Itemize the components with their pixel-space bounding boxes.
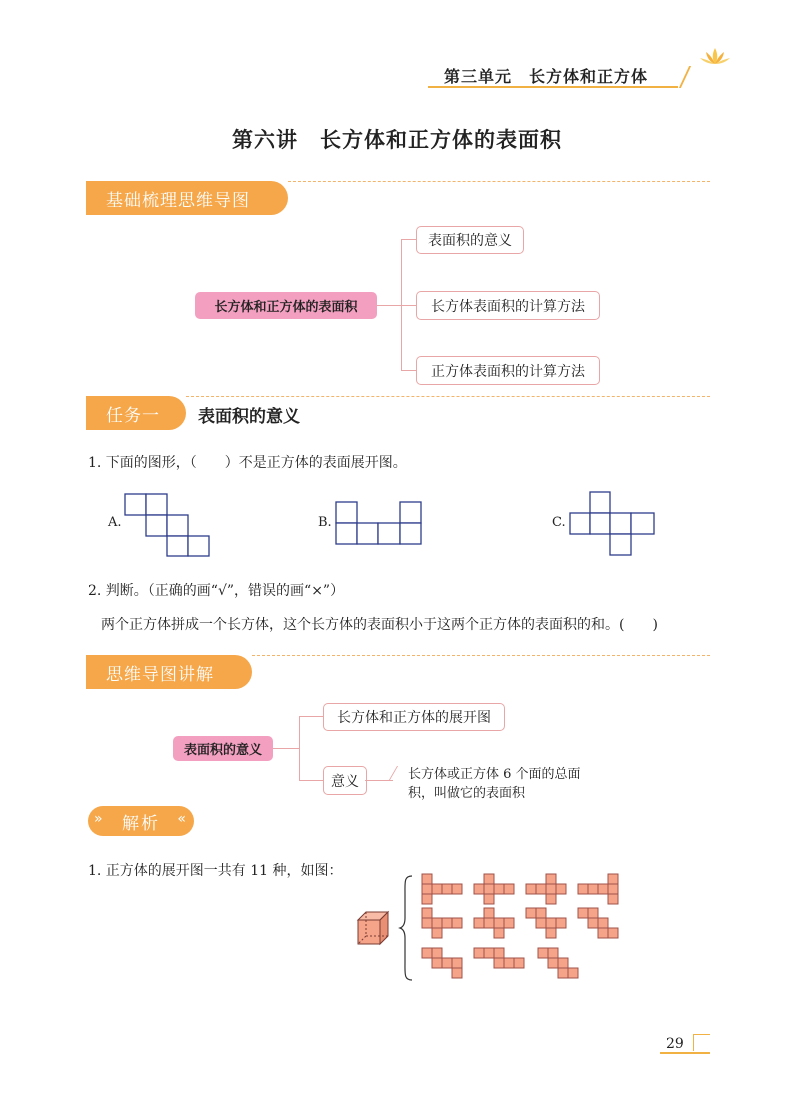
cube-nets-figure	[418, 870, 634, 990]
cube-net-7	[526, 908, 566, 938]
mindmap-branch-cuboid-method: 长方体表面积的计算方法	[416, 291, 600, 320]
option-c-label: C.	[552, 515, 566, 530]
net-square	[422, 884, 432, 894]
mindmap-branch-meaning: 表面积的意义	[416, 226, 524, 254]
chevron-right-icon: »	[94, 811, 105, 827]
question-1-text: 1. 下面的图形，（ ）不是正方体的表面展开图。	[88, 455, 407, 471]
option-a-label: A.	[108, 515, 122, 530]
net-square	[432, 958, 442, 968]
cube-net-6	[474, 908, 514, 938]
net-square	[558, 968, 568, 978]
question-2-statement: 两个正方体拼成一个长方体，这个长方体的表面积小于这两个正方体的表面积的和。( )	[101, 617, 658, 633]
net-square	[608, 928, 618, 938]
net-square	[546, 894, 556, 904]
net-square	[598, 884, 608, 894]
chevron-left-icon: «	[177, 811, 188, 827]
unit-title: 第三单元 长方体和正方体	[444, 67, 649, 86]
net-square	[504, 918, 514, 928]
net-square	[474, 918, 484, 928]
net-square	[598, 928, 608, 938]
divider-dashed	[252, 655, 710, 656]
net-square	[578, 908, 588, 918]
cube-net-10	[474, 948, 524, 968]
net-square	[442, 958, 452, 968]
net-square	[484, 884, 494, 894]
net-square	[546, 918, 556, 928]
divider-dashed	[186, 396, 710, 397]
net-square	[422, 894, 432, 904]
mindmap-center-node: 长方体和正方体的表面积	[195, 292, 377, 319]
net-square	[484, 894, 494, 904]
mindmap-connector	[401, 239, 416, 240]
net-square	[548, 948, 558, 958]
net-square	[546, 884, 556, 894]
net-square	[484, 918, 494, 928]
net-square	[504, 884, 514, 894]
mindmap-connector	[299, 716, 323, 717]
net-square	[452, 884, 462, 894]
net-square	[422, 918, 432, 928]
analysis-text: 1. 正方体的展开图一共有 11 种，如图：	[88, 863, 343, 879]
mindmap-connector	[365, 780, 393, 781]
net-square	[422, 908, 432, 918]
net-square	[546, 874, 556, 884]
net-square	[442, 918, 452, 928]
net-square	[608, 884, 618, 894]
mindmap-connector	[401, 370, 416, 371]
mindmap-connector	[389, 766, 398, 780]
net-square	[452, 958, 462, 968]
option-a-net-figure	[124, 493, 212, 557]
cube-icon	[354, 908, 394, 948]
net-square	[558, 958, 568, 968]
net-square	[556, 918, 566, 928]
header-divider	[667, 66, 691, 88]
page-corner-mark	[693, 1034, 710, 1051]
net-square	[536, 908, 546, 918]
net-square	[588, 918, 598, 928]
net-square	[526, 908, 536, 918]
net-square	[578, 884, 588, 894]
net-square	[504, 958, 514, 968]
net-square	[494, 928, 504, 938]
cube-net-3	[526, 874, 566, 904]
cube-net-1	[422, 874, 462, 904]
net-square	[442, 884, 452, 894]
net-square	[548, 958, 558, 968]
divider-dashed	[288, 181, 710, 182]
analysis-badge-label: 解析	[122, 813, 160, 834]
task-title: 表面积的意义	[198, 407, 300, 427]
net-square	[474, 948, 484, 958]
net-square	[538, 948, 548, 958]
lecture-title: 第六讲 长方体和正方体的表面积	[232, 128, 562, 152]
net-square	[484, 874, 494, 884]
net-square	[556, 884, 566, 894]
net-square	[608, 894, 618, 904]
net-square	[536, 918, 546, 928]
mindmap2-branch-meaning: 意义	[323, 766, 367, 795]
net-square	[598, 918, 608, 928]
definition-text-line1: 长方体或正方体 6 个面的总面	[408, 767, 581, 782]
net-square	[484, 948, 494, 958]
lotus-logo-icon	[698, 46, 732, 68]
mindmap-branch-cube-method: 正方体表面积的计算方法	[416, 356, 600, 385]
cube-net-5	[422, 908, 462, 938]
net-square	[452, 968, 462, 978]
net-square	[432, 928, 442, 938]
net-square	[494, 918, 504, 928]
net-square	[568, 968, 578, 978]
cube-net-4	[578, 874, 618, 904]
net-square	[452, 918, 462, 928]
net-square	[526, 884, 536, 894]
cube-net-9	[422, 948, 462, 978]
section-banner-basics: 基础梳理思维导图	[86, 181, 288, 215]
mindmap-connector	[377, 305, 401, 306]
cube-net-11	[538, 948, 578, 978]
net-square	[514, 958, 524, 968]
cube-net-2	[474, 874, 514, 904]
option-c-net-figure	[569, 491, 657, 557]
net-square	[494, 948, 504, 958]
net-square	[422, 874, 432, 884]
net-square	[588, 884, 598, 894]
header-underline	[428, 86, 678, 88]
analysis-badge	[88, 806, 194, 836]
brace-icon	[398, 874, 414, 982]
mindmap-connector	[299, 716, 300, 780]
net-square	[432, 918, 442, 928]
section-banner-mindmap: 思维导图讲解	[86, 655, 252, 689]
definition-text-line2: 积，叫做它的表面积	[408, 786, 526, 801]
net-square	[546, 928, 556, 938]
page-underline	[660, 1052, 710, 1054]
net-square	[474, 884, 484, 894]
page-number: 29	[666, 1036, 684, 1052]
mindmap-connector	[299, 780, 323, 781]
net-square	[494, 884, 504, 894]
cube-net-8	[578, 908, 618, 938]
option-b-net-figure	[335, 501, 423, 547]
net-square	[422, 948, 432, 958]
net-square	[536, 884, 546, 894]
mindmap2-center-node: 表面积的意义	[173, 736, 273, 761]
mindmap2-branch-nets: 长方体和正方体的展开图	[323, 703, 505, 731]
question-2-text: 2. 判断。（正确的画“√”，错误的画“×”）	[88, 583, 345, 599]
mindmap-connector	[273, 748, 299, 749]
net-square	[484, 908, 494, 918]
mindmap-connector	[401, 305, 416, 306]
task-banner: 任务一	[86, 396, 186, 430]
net-square	[494, 958, 504, 968]
net-square	[432, 884, 442, 894]
net-square	[608, 874, 618, 884]
net-square	[432, 948, 442, 958]
net-square	[588, 908, 598, 918]
option-b-label: B.	[318, 515, 332, 530]
